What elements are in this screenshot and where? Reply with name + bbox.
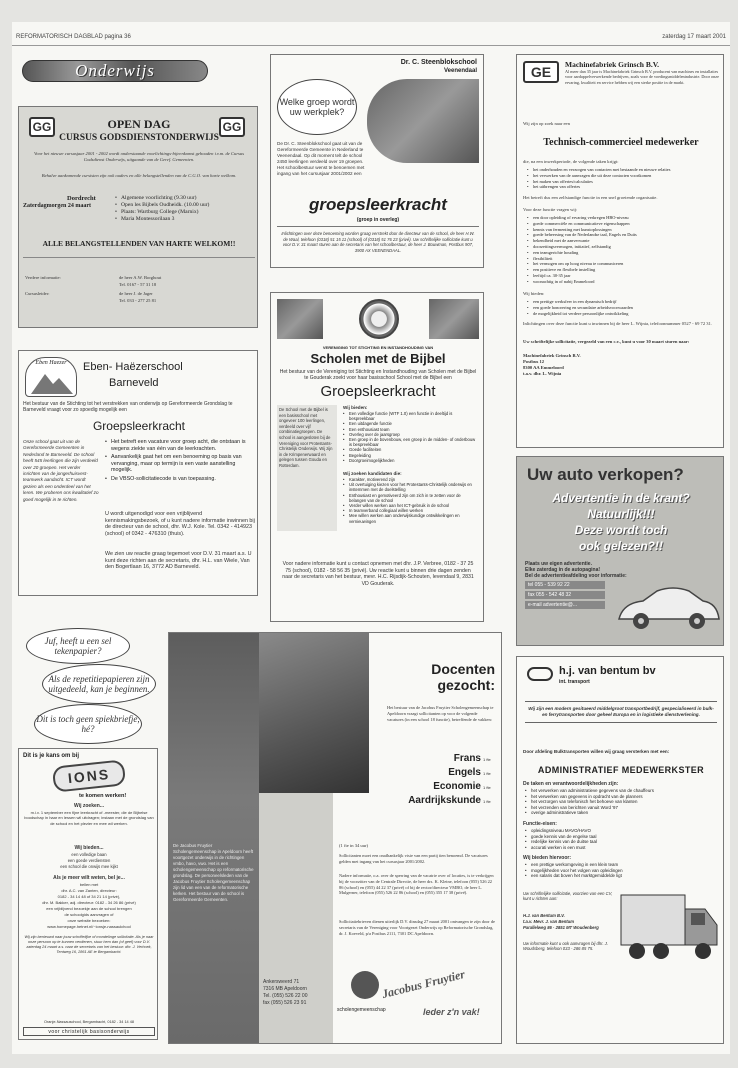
bentum-addr-3: Parallelweg 86 · 2851 MT Woudenberg (523, 925, 599, 930)
ions-know-1: bellen met (79, 882, 99, 887)
onderwijs-banner (18, 54, 212, 88)
ions-know-4: dhr. M. Bakker, adj. directeur: 0182 - 34 26 86 (privé) (42, 900, 136, 905)
auto-line-3: Deze wordt toch (574, 523, 668, 537)
jacobus-body: Sollicitanten moet een onafhankelijk visie van een partij tien benoemd. De vacatures gelden met ingang van het cursusjaar 2001/2002. (339, 853, 488, 864)
ions-know-2: dhr. A.C. van Zanten, directeur: (61, 888, 117, 893)
bijbel-zoek-item: • Enthousiast en gemotiveerd zijn om zich in te zetten voor de belangen van de school (343, 493, 479, 503)
jacobus-slogan: leder z'n vak! (423, 1007, 480, 1017)
jacobus-subject-1: Frans (453, 753, 481, 764)
bijbel-side: De School met de Bijbel is een basisschool met ongeveer 100 leerlingen, verdeeld over vijf combinatiegroepen. De school is aangesloten bij de Vereniging voor Protestants-Christelijk Onderwijs. Wij zijn in de Krimpenerwaard en gelegen tussen Gouda en Rotterdam. (277, 405, 337, 531)
cur-name: de heer J. de Jager (119, 291, 153, 296)
cgo-logo-left: GG (29, 117, 55, 137)
ions-apply: Wij zijn benieuwd naar jouw schriftelijke of mondelinge sollicitatie. Als je naar onze persoon op te kunnen verdienen, stuur hem dan (of geef) voor D.V. zaterdag 24 maart a.s. naar de secretaris van het bestuur: dhr. J. Verhoek, Tentweg 16, 2861 AE te Bergambacht. (24, 935, 154, 954)
auto-ad (516, 456, 724, 646)
bentum-task: • het verwerken van gegevens in opdracht van de planners (525, 794, 721, 800)
grinsch-addr-1: Machinefabriek Grinsch B.V. (523, 353, 581, 358)
ions-know-8: www.homepage.hetnet.nl/~ionsje-nassaulchool (47, 924, 131, 929)
grinsch-logo: GE (523, 61, 559, 83)
steenblok-small: Inlichtingen over deze benoeming worden graag verstrekt door de directeur van de school, de heer H.W. de Waal, telefoon (0318) 51 15 11 (school) of (0318) 51 76 23 (privé). Uw schriftelijke sollicitatie kunt u voor D.V. 31 maart sturen aan de secretaris van het schoolbestuur, de heer J. Bouwman, Postbus 907, 3900 AX VEENENDAAL. (281, 231, 475, 253)
bijbel-zoek-item: • Verder willen werken aan het ICT-gebruik in de school (343, 503, 479, 508)
open-dag-title: OPEN DAG (107, 117, 171, 131)
school-photo-2 (429, 299, 479, 339)
bentum-off: • een salaris dat boven het marktgemiddelde ligt (525, 873, 721, 879)
mountain-icon (27, 368, 77, 396)
open-dag-ad (18, 106, 258, 328)
bentum-task: • het verwerken van administratieve gegevens van de chauffeurs (525, 788, 721, 794)
ions-know-label: Als je meer wilt weten, bel je... (53, 875, 125, 881)
bijbel-title: Scholen met de Bijbel (310, 351, 446, 366)
ions-logo (52, 759, 126, 792)
steenblok-ad (270, 54, 484, 268)
ions-offer-1: een volledige baan (71, 852, 107, 857)
jacobus-body2: Nadere informatie, o.a. over de sperring van de vacatrie over of locaties, is te verkrijgen bij de voorzitter van de Centrale Directie, de heer drs. K. Kleine, telefoon (055) 526 22 86 (school) en (055) 44 22 37 (privé) of bij de rector/directeur VMBO, de heer L. Mulgerner, telefoon (055) 526 22 86 (school) en (055) 355 17 38 (privé). (339, 873, 494, 896)
open-dag-items (115, 195, 255, 223)
grinsch-req-label: Voor deze functie vragen wij: (523, 207, 578, 212)
info-label: Verdere informatie: (25, 275, 61, 280)
ions-seek-label: Wij zoeken... (74, 803, 104, 809)
grinsch-task: • het onderhouden en verzorgen van contacten met bestaande en nieuwe relaties (527, 167, 721, 173)
grinsch-lead: Wij zijn op zoek naar een (523, 121, 570, 126)
jacobus-addr-4: fax (055) 526 23 91 (263, 1000, 307, 1006)
eben-side: Onze school gaat uit van de Gereformeerde Gemeenten in Nederland te Barneveld. De school heeft 545 leerlingen die zijn verdeeld over 20 groepen. Het verder inrichten van de jongerhuisvest-teamwerk aandacht. ICT wordt gezien als een onderdeel van het leren. We proberen ons kwalitatief zo goed mogelijk in te richten. (23, 439, 99, 502)
grinsch-off: • de mogelijkheid tot verdere persoonlijke ontwikkeling (527, 311, 721, 317)
open-dag-place: Dordrecht (67, 195, 96, 202)
bijbel-wij-label: Wij bieden: (343, 405, 368, 410)
ions-footer: Oranje-Nassauschool, Bergambacht, 0182 - 34 14 48 (44, 1020, 134, 1024)
eben-role: Groepsleerkracht (92, 419, 186, 433)
auto-fax: fax 055 - 542 48 32 (525, 591, 605, 599)
bentum-intro: Wij zijn een modern gesitueerd middelgroot transportbedrijf, gespecialiseerd in bulk- en ferrytransporten door geheel Europa en in logistieke dienstverlening. (525, 701, 717, 723)
eben-haezer-logo: Eben Haezer (25, 357, 77, 397)
cgo-logo-right: GG (219, 117, 245, 137)
bijbel-role: Groepsleerkracht (320, 383, 436, 400)
bentum-req: • opleidingsniveau MAVO/HAVO (525, 828, 721, 834)
open-dag-subtitle: CURSUS GODSDIENSTONDERWIJS (59, 133, 219, 143)
grinsch-task: • het maken van offertes/calculaties (527, 179, 721, 185)
open-dag-item: • Open les Bijbels Oudheidk. (10.00 uur) (115, 202, 255, 209)
grinsch-reqs (527, 215, 721, 285)
bijbel-wij-item: • Een enthousiast team (343, 427, 479, 432)
eben-intro: Het bestuur van de Stichting tot het verstrekken van onderwijs op Gereformeerde Grondslag te Barneveld vraagt voor zo spoedig mogelijk een (23, 401, 233, 413)
bubble-1: Juf, heeft u een sel tekenpapier? (26, 628, 130, 664)
jacobus-subject-note-2: 1 fte (483, 771, 491, 776)
bentum-addr-1: H.J. van Bentum B.V. (523, 913, 565, 918)
teacher-photo (259, 633, 369, 793)
bentum-tasks (525, 788, 721, 816)
grinsch-req: • een positieve en flexibele instelling (527, 267, 721, 273)
auto-line-2: Natuurlijk!!! (587, 507, 655, 521)
grinsch-req: • bekendheid met de aanverwante (527, 238, 721, 244)
grinsch-req: • woonachtig in of nabij Emmeloord (527, 279, 721, 285)
onderwijs-title: Onderwijs (75, 61, 155, 80)
page-header (12, 32, 730, 46)
grinsch-addr-2: Postbus 12 (523, 359, 545, 364)
jacobus-brand: Jacobus Fruytier (380, 966, 467, 1002)
bijbel-wij-item: • Goede faciliteiten (343, 447, 479, 452)
bentum-logo (527, 667, 553, 681)
bentum-req: • accurati werken is een must (525, 845, 721, 851)
eben-bullet: • Aanvankelijk gaat het om een benoeming op basis van vervanging, maar op termijn is een vaste aanstelling mogelijk. (105, 454, 255, 474)
jacobus-subject-note-3: 1 fte (483, 785, 491, 790)
ions-offer-3: een school die onwijs mee kijkt (60, 864, 118, 869)
bijbel-intro: Het bestuur van de Vereniging tot Stichting en Instandhouding van Scholen met de Bijbel te Gouderak zoekt voor haar basisschool School met de Bijbel een (279, 369, 477, 381)
eben-bullets (105, 439, 255, 483)
bentum-task: • het verzorgen van telefonisch het behoeve van klanten (525, 799, 721, 805)
jacobus-gray-bar (259, 793, 333, 1044)
bentum-req: • goede kennis van de engelse taal (525, 834, 721, 840)
ions-offer-label: Wij bieden... (74, 845, 104, 851)
bijbel-ad (270, 292, 484, 622)
grinsch-off: • een goede honorering en secundaire arbeidsvoorwaarden (527, 305, 721, 311)
jacobus-fte: (1 fte in 34 uur) (339, 843, 369, 848)
grinsch-info: Inlichtingen over deze functie kunt u inwinnen bij de heer L. Wijnia, telefoonnummer 0527 - 69 72 31. (523, 321, 713, 326)
grinsch-off-label: Wij bieden: (523, 291, 545, 296)
open-dag-intro: Voor het nieuwe cursusjaar 2001 - 2002 wordt onderstaande voorlichtings-bijeenkomst gehouden i.v.m. de Cursus Godsdienst Onderwijs, uitgaande van de Geref. Gemeenten. (33, 151, 244, 162)
eben-contact: We zien uw reactie graag tegemoet voor D.V. 31 maart a.s. U kunt deze richten aan de secretaris, dhr. H.L. van Wiele, Van den Bogertlaan 16, 3772 AD Barneveld. (105, 551, 252, 571)
eben-bullet: • De VBSO-sollicitatiecode is van toepassing. (105, 476, 255, 483)
open-dag-item: • Maria Montessorilaan 3 (115, 216, 255, 223)
jacobus-ad (168, 632, 502, 1044)
ions-know-3: 0182 - 34 14 48 of 34 21 14 (privé), (57, 894, 121, 899)
grinsch-req: • een teamgerichte houding (527, 250, 721, 256)
grinsch-req: • goede beheersing van de Nederlandse taal, Engels en Duits (527, 232, 721, 238)
ions-know-6: de schoolgids aanvragen of (64, 912, 114, 917)
bentum-offs (525, 862, 721, 879)
grinsch-req: • een door opleiding of ervaring verkregen HBO-niveau (527, 215, 721, 221)
jacobus-subject-note-4: 1 fte (483, 799, 491, 804)
grinsch-task-label: die, na een inwerkperiode, de volgende taken krijgt: (523, 159, 619, 164)
auto-line-4: ook gelezen?!! (578, 539, 663, 553)
bentum-off-label: Wij bieden hiervoor: (523, 855, 572, 861)
bijbel-org: VERENIGING TOT STICHTING EN INSTANDHOUDING VAN (322, 345, 434, 350)
jacobus-subject-2: Engels (448, 767, 481, 778)
bijbel-zoek-item: • In teamverband collegiaal willen werken (343, 508, 479, 513)
bijbel-contact: Voor nadere informatie kunt u contact opnemen met dhr. J.P. Verbree, 0182 - 37 25 75 (school), 0182 - 58 56 35 (privé). Uw reactie kunt u binnen drie dagen zenden naar de secretaris van het bestuur, mevr. H.C. Rijsdijk-Schouten, Ievendaal 9, 2831 VD Gouderak. (282, 561, 474, 587)
steenblok-question: Welke groep wordt uw werkplek? (277, 79, 357, 135)
bentum-apply: Uw schriftelijke sollicitatie, voorzien van een CV, kunt u richten aan: (523, 891, 613, 902)
ions-tag: voor christelijk basisonderwijs (23, 1027, 155, 1036)
ions-sub: te komen werken! (79, 793, 127, 799)
bentum-off: • mogelijkheden voor het volgen van opleidingen (525, 868, 721, 874)
cur-label: Cursusleider: (25, 291, 50, 296)
bentum-info: Uw informatie kunt u ook aanvragen bij dhr. J. Woudsberg, telefoon 033 - 286 85 75. (523, 941, 609, 952)
bentum-reqs (525, 828, 721, 850)
open-dag-date: Zaterdagmorgen 24 maart (23, 203, 91, 209)
bubble-3: Dit is toch geen spiekbriefje, hé? (34, 704, 142, 744)
auto-info3: Bel de advertentieafdeling voor informatie: (525, 573, 627, 579)
steenblok-role: groepsleerkracht (309, 195, 447, 214)
bentum-ad (516, 656, 724, 1044)
jacobus-addr-1: Ankersweerd 71 (263, 979, 300, 985)
grinsch-task: • het uitbrengen van offertes (527, 184, 721, 190)
ions-lead: Dit is je kans om bij (23, 753, 80, 759)
info-tel: Tel. 0167 - 57 31 18 (119, 282, 157, 287)
bentum-task: • overige administratieve taken (525, 810, 721, 816)
grinsch-name: Machinefabriek Grinsch B.V. (565, 60, 660, 69)
jacobus-red-bar (169, 633, 259, 1044)
eben-city: Barneveld (109, 377, 159, 389)
school-photo-1 (277, 299, 323, 339)
cur-tel: Tel. 033 - 277 25 81 (119, 298, 157, 303)
bentum-off: • een prettige werkomgeving in een klein team (525, 862, 721, 868)
ions-seek: m.i.v. 1 september een fijne leerkracht of -meester, die de Bijbelse boodschap in haar en lessen wil uitdragen; instaan met de grondslag van de school en het plezier en mee wil werken. (24, 810, 154, 826)
eben-body: U wordt uitgenodigd voor een vrijblijvend kennismakingsbezoek, of u kunt nadere informatie inwinnen bij de directeur van de school, dhr. W.J. Kole. Tel. 0342 - 414923 (school) of 0342 - 476310 (thuis). (105, 511, 255, 537)
grinsch-offs (527, 299, 721, 316)
jacobus-intro: Het bestuur van de Jacobus Fruytier Scholengemeenschap te Apeldoorn vraagt sollicitanten op voor de volgende vacatures (in een school 18 functie), betreffende de vakken: (387, 705, 494, 722)
ions-ad (18, 748, 158, 1040)
grinsch-addr-4: t.a.v. dhr. L. Wijnia (523, 371, 562, 376)
ions-logo-text: IONS (67, 765, 111, 787)
grinsch-req: • het vermogen om op hoog niveau te communiceren (527, 261, 721, 267)
info-name: de heer A.W. Borghout (119, 275, 162, 280)
bentum-task-label: De taken en verantwoordelijkheden zijn: (523, 781, 619, 787)
grinsch-title: Technisch-commercieel medewerker (543, 137, 699, 148)
jacobus-title: Docenten gezocht: (431, 661, 495, 693)
bentum-sub: int. transport (559, 679, 590, 685)
bijbel-wij-item: • Een volledige functie (WTF 1.0) een functie in deeltijd is bespreekbaar (343, 411, 479, 421)
open-dag-item: • Plaats: Wartburg College (Marnix) (115, 209, 255, 216)
school-emblem (359, 299, 399, 339)
steenblok-role-note: (groep in overleg) (356, 217, 400, 223)
open-dag-intro2: Behalve aankomende cursisten zijn ook ouders en alle belangstellenden van de C.G.O. van harte welkom. (41, 173, 237, 178)
grinsch-apply: Uw schriftelijke sollicitatie, vergezeld van een c.v., kunt u voor 30 maart sturen naar: (523, 339, 690, 344)
ions-know-5: een vrijblijvend bezoekje aan de school brengen (46, 906, 132, 911)
grinsch-inter: Het betreft dus een zelfstandige functie in een snel groeiende organisatie. (523, 195, 658, 200)
bentum-req-label: Functie-eisen: (523, 821, 557, 827)
grinsch-task: • het verwerken van de aanvragen die uit deze contacten voortkomen (527, 173, 721, 179)
jacobus-logo-mark (351, 971, 379, 999)
steenblok-name: Dr. C. Steenblokschool (400, 59, 477, 66)
bentum-addr-2: t.a.v. Mevr. J. van Bentum (523, 919, 574, 924)
bubble-2: Als de repetitiepapieren zijn uitgedeeld, kan je beginnen. (42, 664, 156, 704)
newspaper-page (12, 22, 730, 1054)
bijbel-zoek-item: • Karakter, motiverend zijn (343, 477, 479, 482)
grinsch-req: • flexibiliteit (527, 256, 721, 262)
jacobus-subject-note-1: 1 fte (483, 757, 491, 762)
jacobus-addr-2: 7316 MB Apeldoorn (263, 986, 307, 992)
ions-offer-2: een goede verdiensten (67, 858, 111, 863)
bentum-lead: Door afdeling Bulktransporten willen wij graag versterken met een: (523, 749, 670, 754)
grinsch-req: • doorzettingsvermogen, initiatief, zelfstandig (527, 244, 721, 250)
grinsch-req: • leeftijd ca. 30-35 jaar (527, 273, 721, 279)
grinsch-intro: Al meer dan 35 jaar is Machinefabriek Grinsch B.V. producent van machines en installaties voor aardappelverwerkende bedrijven, zoals voor de voedingsmiddelenindustrie. Door onze ervaring, kwaliteit en service hebben wij een sterke positie in de markt. (565, 69, 719, 85)
bijbel-zoek-item: • Uit overtuiging kiezen voor het Protestants-Christelijk onderwijs en instemmen met de doelstelling (343, 482, 479, 492)
bijbel-wij-item: • Een uitdagende functie (343, 421, 479, 426)
grinsch-tasks (527, 167, 721, 190)
auto-title: Uw auto verkopen? (527, 465, 684, 484)
auto-tel: tel 055 - 539 92 22 (525, 581, 605, 589)
bijbel-wij-item: • Overleg over de jaarsgroep (343, 432, 479, 437)
eben-bullet: • Het betreft een vacature voor groep acht, die ontstaan is wegens ziekte van één van de leerkrachten. (105, 439, 255, 452)
bentum-name: h.j. van bentum bv (559, 665, 656, 677)
header-right: zaterdag 17 maart 2001 (662, 34, 726, 40)
bijbel-wij-list (343, 411, 479, 463)
ions-know-7: onze website bezoeken: (67, 918, 111, 923)
grinsch-ad (516, 54, 724, 448)
grinsch-off: • een prettige werksfeer in een dynamisch bedrijf (527, 299, 721, 305)
car-icon (613, 579, 723, 635)
bijbel-zoek-item: • Mee willen werken aan onderwijskundige ontwikkelingen en vernieuwingen (343, 513, 479, 523)
bijbel-wij-item: • Doorgroeimogelijkheden (343, 458, 479, 463)
auto-info2: Elke zaterdag in de autopagina! (525, 567, 601, 573)
auto-info: Plaats uw eigen advertentie. (525, 561, 592, 567)
jacobus-addr-3: Tel. (055) 526 22 00 (263, 993, 308, 999)
auto-email: e-mail advertentie@... (525, 601, 605, 609)
bentum-task: • het verzenden van berichten vanuit Word '97 (525, 805, 721, 811)
grinsch-addr-3: 8300 AA Emmeloord (523, 365, 564, 370)
bentum-title: ADMINISTRATIEF MEDEWERKSTER (537, 765, 705, 775)
jacobus-subject-4: Aardrijkskunde (408, 795, 481, 806)
truck-icon (617, 885, 721, 973)
grinsch-req: • goede commerciële en communicatieve eigenschappen (527, 221, 721, 227)
classroom-photo (367, 79, 479, 163)
steenblok-body: De Dr. C. Steenblokschool gaat uit van de Gereformeerde Gemeente in Nederland te Veenendaal. Op dit moment telt de school 2450 leerlingen verdeeld over 19 groepen. Het schoolbestuur wenst te benoemen met ingang van het cursusjaar 2001/2002 een (277, 141, 365, 176)
steenblok-city: Veenendaal (443, 68, 477, 74)
jacobus-body3: Sollicitatiebrieven dienen uiterlijk D.V. dinsdag 27 maart 2001 ontvangen te zijn door de secretaris van de Vereniging voor Voortgezet Onderwijs op Reformatorische Grondslag, dr. J. Koeveld, p/a Postbus 2111, 7301 DC Apeldoorn. (339, 919, 495, 936)
bijbel-wij-item: • Een groep in de bovenbouw, een groep in de midden- of onderbouw is bespreekbaar (343, 437, 479, 447)
bentum-req: • redelijke kennis van de duitse taal (525, 839, 721, 845)
bijbel-zoek-label: Wij zoeken kandidaten die: (343, 471, 402, 476)
open-dag-item: • Algemene voorlichting (9.30 uur) (115, 195, 255, 202)
header-left: REFORMATORISCH DAGBLAD pagina 36 (16, 34, 131, 40)
jacobus-side: De Jacobus Fruytier Scholengemeenschap in Apeldoorn heeft voortgezet onderwijs in de richtingen vmbo, havo, vwo. Het is een scholengemeenschap op reformatorische grondslag. De personeelsleden van de Jacobus Fruytier Scholengemeenschap zijn lid van een van de reformatorische kerken. Het bestuur van de school is Gereformeerde Gemeenten. (173, 843, 254, 902)
bijbel-wij-item: • Begeleiding (343, 453, 479, 458)
jacobus-brand-sub: scholengemeenschap (337, 1007, 386, 1013)
jacobus-subject-3: Economie (433, 781, 481, 792)
open-dag-welcome: ALLE BELANGSTELLENDEN VAN HARTE WELKOM!! (42, 239, 236, 248)
bijbel-zoek-list (343, 477, 479, 524)
eben-name: Eben- Haëzerschool (83, 361, 183, 373)
grinsch-req: • kennis van fermenting met kunstoplossingen (527, 227, 721, 233)
auto-line-1: Advertentie in de krant? (552, 491, 690, 505)
eben-haezer-ad (18, 350, 258, 596)
